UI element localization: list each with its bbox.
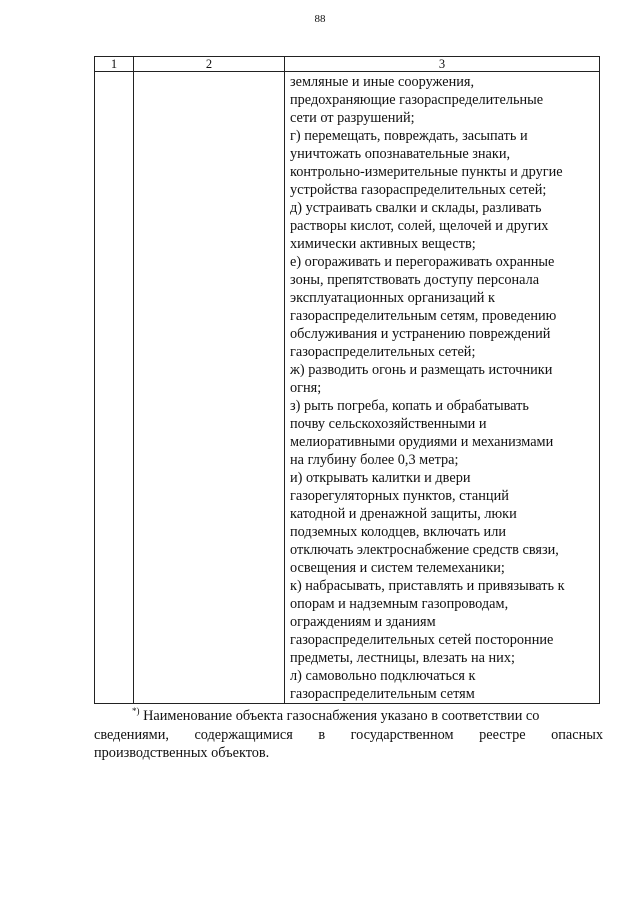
- footnote-word: содержащимися: [194, 726, 293, 743]
- text-line: е) огораживать и перегораживать охранные: [290, 254, 555, 270]
- text-line: к) набрасывать, приставлять и привязывать к: [290, 578, 565, 594]
- text-line: на глубину более 0,3 метра;: [290, 452, 459, 468]
- text-line: опорам и надземным газопроводам,: [290, 596, 509, 612]
- text-line: ограждениям и зданиям: [290, 614, 436, 630]
- text-line: земляные и иные сооружения,: [290, 74, 475, 90]
- text-line: эксплуатационных организаций к: [290, 290, 495, 306]
- text-line: отключать электроснабжение средств связи,: [290, 542, 559, 558]
- footnote-word: реестре: [479, 726, 526, 743]
- text-line: химически активных веществ;: [290, 236, 476, 252]
- text-line: газораспределительным сетям, проведению: [290, 308, 557, 324]
- footnote-line-3: производственных объектов.: [94, 745, 270, 761]
- document-table: [94, 56, 600, 704]
- text-line: сети от разрушений;: [290, 110, 415, 126]
- text-line: и) открывать калитки и двери: [290, 470, 471, 486]
- text-line: растворы кислот, солей, щелочей и других: [290, 218, 549, 234]
- table-header-row: [95, 57, 600, 72]
- text-line: д) устраивать свалки и склады, разливать: [290, 200, 542, 216]
- footnote: [94, 707, 603, 763]
- text-line: устройства газораспределительных сетей;: [290, 182, 547, 198]
- text-line: предохраняющие газораспределительные: [290, 92, 544, 108]
- footnote-word: сведениями,: [94, 726, 169, 743]
- page-number: 88: [314, 13, 326, 25]
- footnote-text-1: Наименование объекта газоснабжения указано в соответствии со: [143, 708, 540, 724]
- cell-column-1: [95, 72, 134, 704]
- text-line: газораспределительных сетей посторонние: [290, 632, 554, 648]
- text-line: огня;: [290, 380, 322, 396]
- text-line: г) перемещать, повреждать, засыпать и: [290, 128, 528, 144]
- text-line: подземных колодцев, включать или: [290, 524, 506, 540]
- footnote-mark: *): [132, 706, 140, 716]
- table-row: [95, 72, 600, 704]
- text-line: обслуживания и устранению повреждений: [290, 326, 551, 342]
- footnote-line-1: [94, 707, 603, 726]
- text-line: л) самовольно подключаться к: [290, 668, 476, 684]
- text-line: газораспределительных сетей;: [290, 344, 476, 360]
- text-line: уничтожать опознавательные знаки,: [290, 146, 511, 162]
- footnote-line-2: [94, 726, 603, 745]
- restrictions-text: [285, 72, 599, 703]
- column-header-3: 3: [285, 57, 600, 72]
- text-line: ж) разводить огонь и размещать источники: [290, 362, 553, 378]
- text-line: предметы, лестницы, влезать на них;: [290, 650, 515, 666]
- column-header-1: 1: [95, 57, 134, 72]
- text-line: зоны, препятствовать доступу персонала: [290, 272, 540, 288]
- cell-column-3: [285, 72, 600, 704]
- text-line: газораспределительным сетям: [290, 686, 475, 702]
- text-line: контрольно-измерительные пункты и другие: [290, 164, 563, 180]
- footnote-word: в: [318, 726, 326, 743]
- text-line: освещения и систем телемеханики;: [290, 560, 505, 576]
- cell-column-2: [134, 72, 285, 704]
- footnote-word: государственном: [350, 726, 454, 743]
- text-line: газорегуляторных пунктов, станций: [290, 488, 509, 504]
- text-line: катодной и дренажной защиты, люки: [290, 506, 517, 522]
- footnote-word: опасных: [551, 726, 603, 743]
- column-header-2: 2: [134, 57, 285, 72]
- text-line: з) рыть погреба, копать и обрабатывать: [290, 398, 529, 414]
- text-line: мелиоративными орудиями и механизмами: [290, 434, 554, 450]
- text-line: почву сельскохозяйственными и: [290, 416, 487, 432]
